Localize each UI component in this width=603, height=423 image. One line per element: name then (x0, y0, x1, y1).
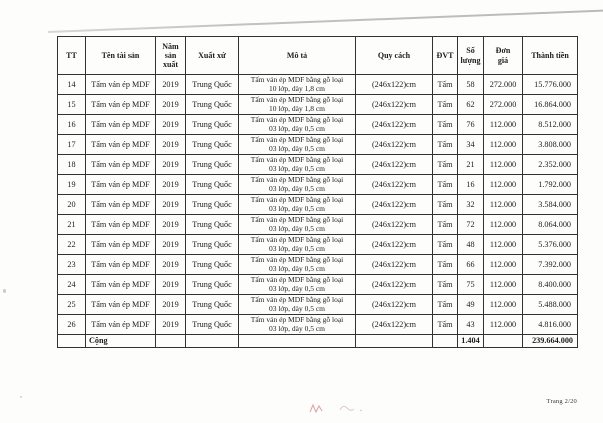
cell-qty: 43 (458, 315, 484, 335)
cell-tt: 22 (58, 235, 86, 255)
table-row (58, 95, 578, 115)
column-header-name (86, 37, 156, 75)
cell-origin: Trung Quốc (186, 95, 239, 115)
cell-spec: (246x122)cm (356, 155, 433, 175)
description-line: Tấm ván ép MDF bằng gỗ loại (250, 75, 344, 85)
cell-name: Tấm ván ép MDF (86, 195, 156, 215)
cell-year: 2019 (156, 235, 186, 255)
description-line: 03 lớp, dày 0,5 cm (268, 143, 326, 153)
cell-desc (239, 235, 356, 255)
cell-spec: (246x122)cm (356, 235, 433, 255)
column-header-line: giá (497, 55, 509, 65)
column-header-desc (239, 37, 356, 75)
cell-origin: Trung Quốc (186, 135, 239, 155)
description-line: Tấm ván ép MDF bằng gỗ loại (250, 175, 344, 185)
cell-amount: 8.064.000 (523, 215, 578, 235)
cell-unit: Tấm (433, 295, 458, 315)
cell-name: Tấm ván ép MDF (86, 215, 156, 235)
column-header-line: Thành tiền (531, 50, 569, 60)
cell-amount: 16.864.000 (523, 95, 578, 115)
cell-year: 2019 (156, 315, 186, 335)
column-header-line: ĐVT (436, 50, 454, 60)
cell-spec: (246x122)cm (356, 135, 433, 155)
description-line: 10 lớp, dày 1,8 cm (268, 103, 326, 113)
cell-name: Tấm ván ép MDF (86, 115, 156, 135)
red-ink-stroke (340, 406, 362, 411)
cell-tt: 14 (58, 75, 86, 95)
column-header-line: Đơn (495, 46, 511, 56)
cell-unit: Tấm (433, 175, 458, 195)
cell-spec: (246x122)cm (356, 75, 433, 95)
cell-price: 112.000 (484, 155, 523, 175)
cell-spec: (246x122)cm (356, 275, 433, 295)
page-number: Trang 2/20 (546, 398, 577, 405)
cell-name: Tấm ván ép MDF (86, 275, 156, 295)
cell-spec: (246x122)cm (356, 175, 433, 195)
cell-unit: Tấm (433, 235, 458, 255)
description-line: Tấm ván ép MDF bằng gỗ loại (250, 115, 344, 125)
cell-qty: 49 (458, 295, 484, 315)
cell-desc (239, 135, 356, 155)
cell-price: 112.000 (484, 215, 523, 235)
column-header-unit (433, 37, 458, 75)
description-line: Tấm ván ép MDF bằng gỗ loại (250, 275, 344, 285)
column-header-line: Năm (162, 41, 179, 51)
column-header-amount (523, 37, 578, 75)
cell-unit: Tấm (433, 155, 458, 175)
description-line: Tấm ván ép MDF bằng gỗ loại (250, 215, 344, 225)
cell-name: Tấm ván ép MDF (86, 95, 156, 115)
cell-qty: 75 (458, 275, 484, 295)
column-header-spec (356, 37, 433, 75)
cell-year: 2019 (156, 75, 186, 95)
column-header-line: Mô tả (286, 50, 308, 60)
total-amount: 239.664.000 (523, 335, 578, 348)
total-empty-cell (186, 335, 239, 348)
cell-origin: Trung Quốc (186, 255, 239, 275)
cell-spec: (246x122)cm (356, 215, 433, 235)
table-row (58, 295, 578, 315)
cell-tt: 26 (58, 315, 86, 335)
description-line: 03 lớp, dày 0,5 cm (268, 163, 326, 173)
cell-qty: 62 (458, 95, 484, 115)
cell-tt: 15 (58, 95, 86, 115)
cell-price: 112.000 (484, 175, 523, 195)
column-header-line: sản (164, 50, 177, 60)
column-header-line: Số (466, 46, 475, 56)
cell-price: 112.000 (484, 315, 523, 335)
table-row (58, 275, 578, 295)
column-header-line: Quy cách (377, 50, 411, 60)
scan-speck (3, 289, 6, 293)
cell-amount: 1.792.000 (523, 175, 578, 195)
cell-tt: 19 (58, 175, 86, 195)
cell-price: 112.000 (484, 235, 523, 255)
cell-origin: Trung Quốc (186, 215, 239, 235)
cell-desc (239, 155, 356, 175)
cell-year: 2019 (156, 155, 186, 175)
description-line: Tấm ván ép MDF bằng gỗ loại (250, 95, 344, 105)
cell-spec: (246x122)cm (356, 255, 433, 275)
description-line: 03 lớp, dày 0,5 cm (268, 303, 326, 313)
cell-tt: 21 (58, 215, 86, 235)
cell-desc (239, 115, 356, 135)
cell-tt: 24 (58, 275, 86, 295)
table-row (58, 235, 578, 255)
description-line: Tấm ván ép MDF bằng gỗ loại (250, 155, 344, 165)
cell-unit: Tấm (433, 135, 458, 155)
cell-name: Tấm ván ép MDF (86, 155, 156, 175)
cell-price: 112.000 (484, 295, 523, 315)
table-row (58, 195, 578, 215)
cell-name: Tấm ván ép MDF (86, 175, 156, 195)
cell-qty: 76 (458, 115, 484, 135)
description-line: Tấm ván ép MDF bằng gỗ loại (250, 295, 344, 305)
cell-desc (239, 95, 356, 115)
cell-qty: 72 (458, 215, 484, 235)
cell-desc (239, 195, 356, 215)
cell-qty: 21 (458, 155, 484, 175)
cell-spec: (246x122)cm (356, 115, 433, 135)
cell-origin: Trung Quốc (186, 275, 239, 295)
total-empty-cell (433, 335, 458, 348)
cell-year: 2019 (156, 295, 186, 315)
cell-year: 2019 (156, 115, 186, 135)
description-line: 03 lớp, dày 0,5 cm (268, 263, 326, 273)
cell-tt: 25 (58, 295, 86, 315)
table-row (58, 215, 578, 235)
total-empty-cell (58, 335, 86, 348)
description-line: 03 lớp, dày 0,5 cm (268, 283, 326, 293)
column-header-year (156, 37, 186, 75)
column-header-tt (58, 37, 86, 75)
cell-amount: 5.488.000 (523, 295, 578, 315)
cell-qty: 48 (458, 235, 484, 255)
cell-name: Tấm ván ép MDF (86, 235, 156, 255)
scan-artifact-line (48, 10, 603, 33)
cell-desc (239, 275, 356, 295)
cell-qty: 32 (458, 195, 484, 215)
cell-name: Tấm ván ép MDF (86, 135, 156, 155)
header-row (58, 37, 578, 75)
cell-unit: Tấm (433, 275, 458, 295)
column-header-line: TT (66, 50, 77, 60)
cell-price: 112.000 (484, 275, 523, 295)
cell-desc (239, 315, 356, 335)
cell-qty: 16 (458, 175, 484, 195)
table-row (58, 255, 578, 275)
cell-spec: (246x122)cm (356, 315, 433, 335)
description-line: 03 lớp, dày 0,5 cm (268, 223, 326, 233)
cell-unit: Tấm (433, 75, 458, 95)
cell-amount: 2.352.000 (523, 155, 578, 175)
cell-amount: 4.816.000 (523, 315, 578, 335)
column-header-line: xuất (162, 60, 179, 70)
cell-unit: Tấm (433, 255, 458, 275)
column-header-origin (186, 37, 239, 75)
column-header-line: lượng (460, 55, 481, 65)
cell-year: 2019 (156, 195, 186, 215)
description-line: 03 lớp, dày 0,5 cm (268, 203, 326, 213)
description-line: Tấm ván ép MDF bằng gỗ loại (250, 135, 344, 145)
description-line: 03 lớp, dày 0,5 cm (268, 183, 326, 193)
description-line: Tấm ván ép MDF bằng gỗ loại (250, 235, 344, 245)
cell-year: 2019 (156, 275, 186, 295)
cell-amount: 5.376.000 (523, 235, 578, 255)
cell-name: Tấm ván ép MDF (86, 75, 156, 95)
cell-price: 112.000 (484, 135, 523, 155)
description-line: 03 lớp, dày 0,5 cm (268, 323, 326, 333)
cell-amount: 8.400.000 (523, 275, 578, 295)
table-row (58, 115, 578, 135)
column-header-line: Xuất xứ (198, 50, 226, 60)
red-ink-mark (300, 399, 380, 419)
description-line: Tấm ván ép MDF bằng gỗ loại (250, 315, 344, 325)
description-line: Tấm ván ép MDF bằng gỗ loại (250, 255, 344, 265)
cell-spec: (246x122)cm (356, 95, 433, 115)
cell-qty: 66 (458, 255, 484, 275)
total-empty-cell (156, 335, 186, 348)
cell-price: 272.000 (484, 95, 523, 115)
cell-origin: Trung Quốc (186, 75, 239, 95)
cell-year: 2019 (156, 255, 186, 275)
cell-unit: Tấm (433, 315, 458, 335)
cell-desc (239, 175, 356, 195)
total-empty-cell (356, 335, 433, 348)
column-header-price (484, 37, 523, 75)
description-line: 03 lớp, dày 0,5 cm (268, 243, 326, 253)
cell-year: 2019 (156, 95, 186, 115)
cell-origin: Trung Quốc (186, 315, 239, 335)
cell-year: 2019 (156, 215, 186, 235)
total-quantity: 1.404 (458, 335, 484, 348)
cell-price: 112.000 (484, 195, 523, 215)
scan-speck (20, 396, 22, 398)
red-ink-stroke (310, 405, 322, 412)
cell-year: 2019 (156, 175, 186, 195)
description-line: 03 lớp, dày 0,5 cm (268, 123, 326, 133)
cell-origin: Trung Quốc (186, 115, 239, 135)
cell-spec: (246x122)cm (356, 195, 433, 215)
table-row (58, 175, 578, 195)
cell-name: Tấm ván ép MDF (86, 255, 156, 275)
cell-tt: 23 (58, 255, 86, 275)
cell-unit: Tấm (433, 195, 458, 215)
cell-amount: 3.584.000 (523, 195, 578, 215)
description-line: Tấm ván ép MDF bằng gỗ loại (250, 195, 344, 205)
cell-desc (239, 215, 356, 235)
cell-origin: Trung Quốc (186, 295, 239, 315)
cell-tt: 18 (58, 155, 86, 175)
column-header-qty (458, 37, 484, 75)
cell-amount: 7.392.000 (523, 255, 578, 275)
cell-unit: Tấm (433, 115, 458, 135)
table-row (58, 315, 578, 335)
cell-spec: (246x122)cm (356, 295, 433, 315)
cell-origin: Trung Quốc (186, 195, 239, 215)
total-empty-cell (239, 335, 356, 348)
cell-amount: 3.808.000 (523, 135, 578, 155)
cell-year: 2019 (156, 135, 186, 155)
cell-name: Tấm ván ép MDF (86, 295, 156, 315)
cell-price: 112.000 (484, 115, 523, 135)
cell-tt: 16 (58, 115, 86, 135)
column-header-line: Tên tài sản (101, 50, 140, 60)
cell-qty: 58 (458, 75, 484, 95)
table-row (58, 155, 578, 175)
cell-name: Tấm ván ép MDF (86, 315, 156, 335)
cell-tt: 20 (58, 195, 86, 215)
cell-desc (239, 295, 356, 315)
asset-inventory-table (57, 36, 578, 348)
cell-origin: Trung Quốc (186, 235, 239, 255)
cell-qty: 34 (458, 135, 484, 155)
total-empty-cell (484, 335, 523, 348)
cell-unit: Tấm (433, 215, 458, 235)
table-row (58, 75, 578, 95)
cell-price: 112.000 (484, 255, 523, 275)
cell-tt: 17 (58, 135, 86, 155)
cell-origin: Trung Quốc (186, 155, 239, 175)
table-row (58, 135, 578, 155)
cell-price: 272.000 (484, 75, 523, 95)
cell-unit: Tấm (433, 95, 458, 115)
cell-amount: 8.512.000 (523, 115, 578, 135)
cell-desc (239, 255, 356, 275)
cell-desc (239, 75, 356, 95)
total-row (58, 335, 578, 348)
cell-amount: 15.776.000 (523, 75, 578, 95)
cell-origin: Trung Quốc (186, 175, 239, 195)
total-label: Cộng (86, 335, 156, 348)
description-line: 10 lớp, dày 1,8 cm (268, 83, 326, 93)
